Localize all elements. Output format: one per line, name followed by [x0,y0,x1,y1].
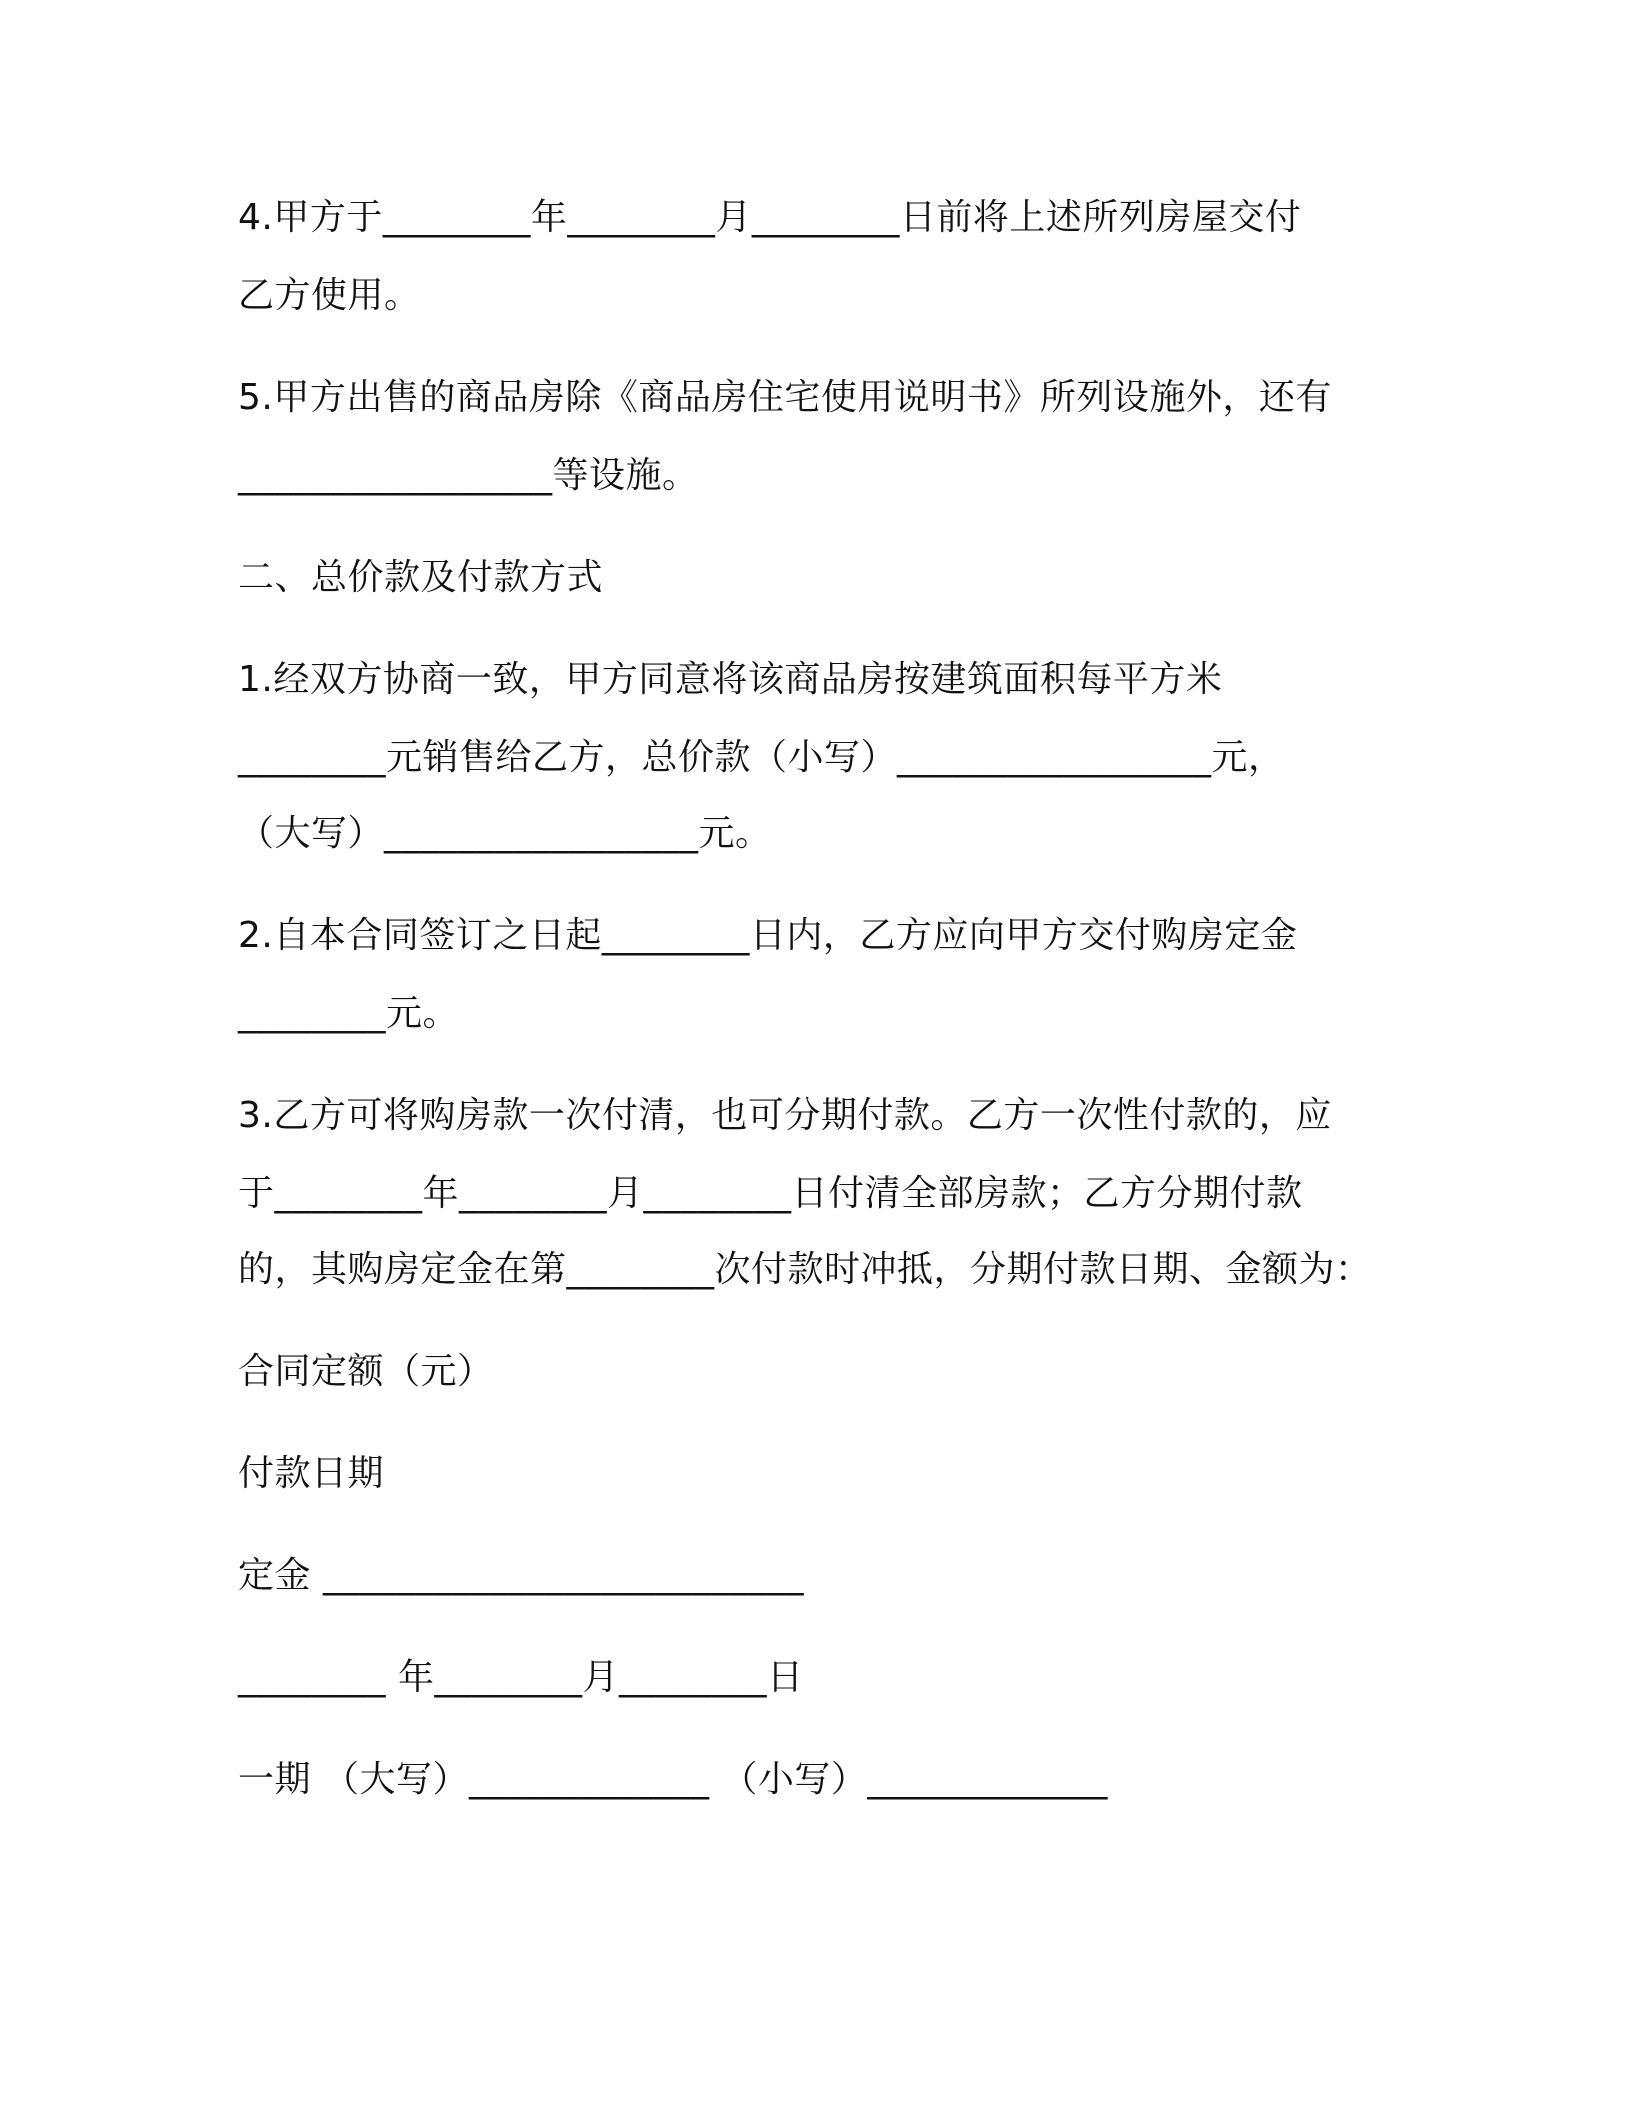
contract-amount-label: 合同定额（元） [238,1351,494,1392]
payment-clause-1-line-3: （大写）_________________元。 [238,813,772,854]
payment-clause-1-line-1: 1.经双方协商一致，甲方同意将该商品房按建筑面积每平方米 [238,659,1223,700]
clause-5-line-1: 5.甲方出售的商品房除《商品房住宅使用说明书》所列设施外，还有 [238,377,1332,418]
clause-4-line-1: 4.甲方于________年________月________日前将上述所列房屋交付 [238,197,1302,238]
payment-clause-3-line-2: 于________年________月________日付清全部房款；乙方分期付款 [238,1173,1303,1214]
payment-clause-3-line-3: 的，其购房定金在第________次付款时冲抵，分期付款日期、金额为： [238,1249,1372,1290]
payment-date-label: 付款日期 [238,1453,385,1494]
payment-clause-1-line-2: ________元销售给乙方，总价款（小写）_________________元， [238,737,1285,778]
clause-4-line-2: 乙方使用。 [238,275,421,316]
deposit-line: 定金 __________________________ [238,1555,804,1596]
payment-clause-3-line-1: 3.乙方可将购房款一次付清，也可分期付款。乙方一次性付款的，应 [238,1095,1332,1136]
clause-5-line-2: _________________等设施。 [238,455,699,496]
section-heading: 二、总价款及付款方式 [238,557,604,598]
installment-1-line: 一期 （大写）_____________ （小写）_____________ [238,1759,1108,1800]
date-line: ________ 年________月________日 [238,1657,804,1698]
payment-clause-2-line-2: ________元。 [238,993,460,1034]
payment-clause-2-line-1: 2.自本合同签订之日起________日内，乙方应向甲方交付购房定金 [238,915,1298,956]
